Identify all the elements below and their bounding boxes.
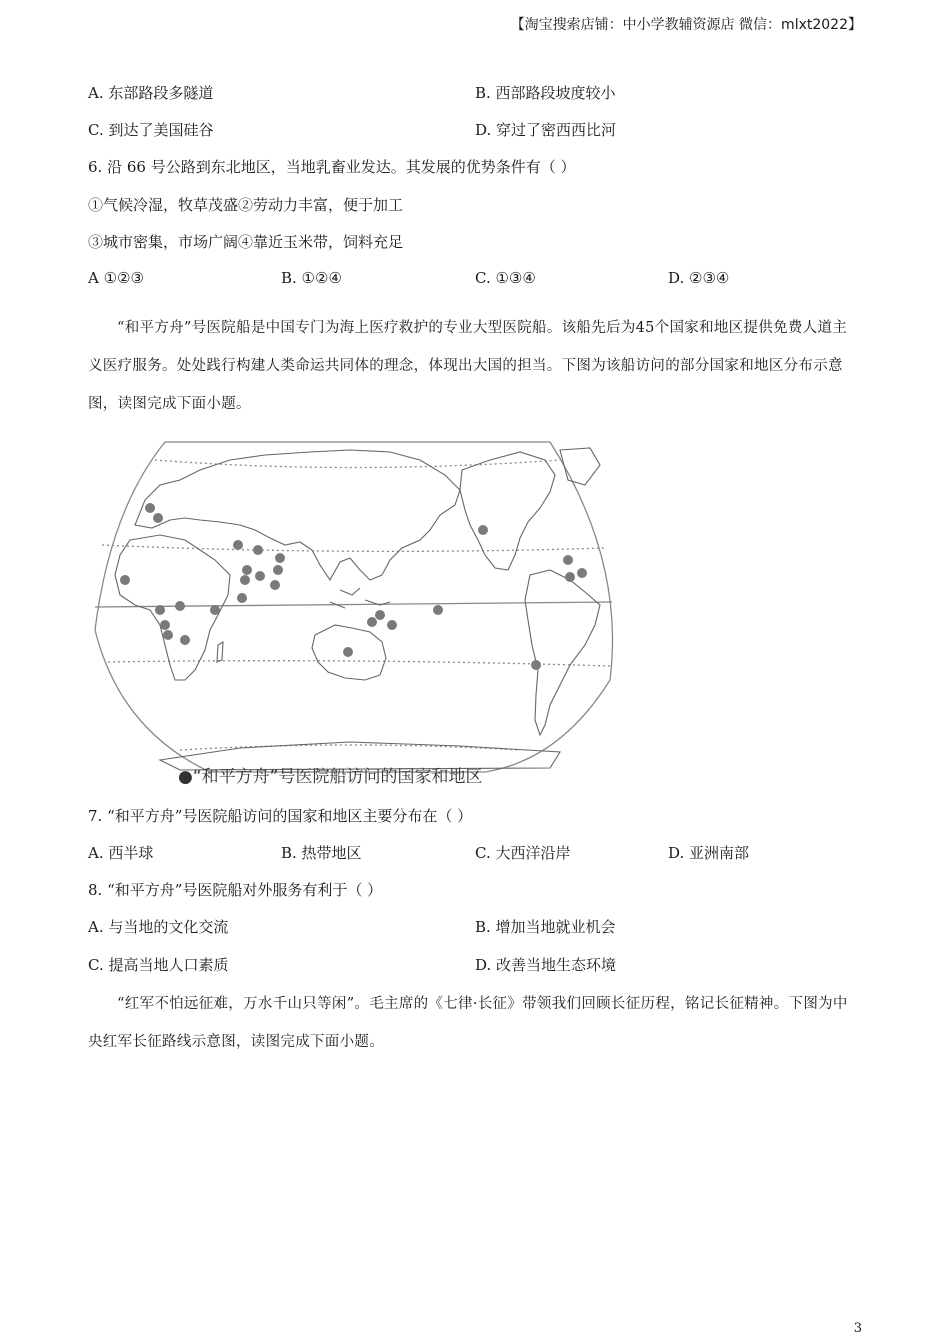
q7-option-d: D. 亚洲南部 xyxy=(668,844,750,862)
visited-country-dot xyxy=(433,605,443,615)
visited-country-dot xyxy=(155,605,165,615)
visited-country-dot xyxy=(237,593,247,603)
visited-country-dot xyxy=(577,568,587,578)
visited-dots xyxy=(120,503,587,670)
greenland-outline xyxy=(560,448,600,485)
equator-line xyxy=(95,602,612,607)
visited-country-dot xyxy=(253,545,263,555)
visited-country-dot xyxy=(175,601,185,611)
q6-option-b: B. ①②④ xyxy=(281,269,342,287)
q6-option-c: C. ①③④ xyxy=(475,269,536,287)
q5-option-c: C. 到达了美国硅谷 xyxy=(88,121,214,139)
q7-option-a: A. 西半球 xyxy=(88,844,154,862)
visited-country-dot xyxy=(565,572,575,582)
visited-country-dot xyxy=(233,540,243,550)
q7-option-c: C. 大西洋沿岸 xyxy=(475,844,571,862)
visited-country-dot xyxy=(153,513,163,523)
q5-option-a: A. 东部路段多隧道 xyxy=(88,84,214,102)
q5-option-d: D. 穿过了密西西比河 xyxy=(475,121,617,139)
q6-statement-1: ①气候冷湿，牧草茂盛②劳动力丰富，便于加工 xyxy=(88,196,404,214)
visited-country-dot xyxy=(273,565,283,575)
q6-stem: 6. 沿 66 号公路到东北地区，当地乳畜业发达。其发展的优势条件有（ ） xyxy=(88,158,576,176)
map-frame xyxy=(95,442,613,772)
north-america-outline xyxy=(460,452,555,570)
visited-country-dot xyxy=(367,617,377,627)
visited-country-dot xyxy=(160,620,170,630)
visited-country-dot xyxy=(343,647,353,657)
visited-country-dot xyxy=(387,620,397,630)
q8-option-d: D. 改善当地生态环境 xyxy=(475,956,617,974)
passage-hospital-ship: “和平方舟”号医院船是中国专门为海上医疗救护的专业大型医院船。该船先后为45个国家和地区提供免费人道主义医疗服务。处处践行构建人类命运共同体的理念，体现出大国的担当。下图为该船访问的部分国家和地区分布示意图，读图完成下面小题。 xyxy=(88,320,848,412)
visited-country-dot xyxy=(478,525,488,535)
visited-country-dot xyxy=(210,605,220,615)
map-caption: ●“和平方舟”号医院船访问的国家和地区 xyxy=(178,767,483,787)
visited-country-dot xyxy=(375,610,385,620)
q6-option-a: A ①②③ xyxy=(88,269,144,287)
visited-country-dot xyxy=(163,630,173,640)
eurasia-outline xyxy=(135,450,460,580)
q8-stem: 8. “和平方舟”号医院船对外服务有利于（ ） xyxy=(88,881,383,899)
q7-option-b: B. 热带地区 xyxy=(281,844,362,862)
q6-statement-2: ③城市密集，市场广阔④靠近玉米带，饲料充足 xyxy=(88,233,404,251)
visited-country-dot xyxy=(563,555,573,565)
visited-country-dot xyxy=(270,580,280,590)
page-number: 3 xyxy=(853,1321,862,1336)
arctic-line xyxy=(155,460,560,468)
madagascar-outline xyxy=(217,642,223,662)
q5-option-b: B. 西部路段坡度较小 xyxy=(475,84,616,102)
q8-option-a: A. 与当地的文化交流 xyxy=(88,918,229,936)
q8-option-c: C. 提高当地人口素质 xyxy=(88,956,229,974)
tropic-of-cancer xyxy=(102,545,605,551)
visited-country-dot xyxy=(145,503,155,513)
visited-country-dot xyxy=(180,635,190,645)
world-map xyxy=(90,430,620,790)
visited-country-dot xyxy=(531,660,541,670)
q7-stem: 7. “和平方舟”号医院船访问的国家和地区主要分布在（ ） xyxy=(88,807,473,825)
visited-country-dot xyxy=(120,575,130,585)
q8-option-b: B. 增加当地就业机会 xyxy=(475,918,616,936)
q6-option-d: D. ②③④ xyxy=(668,269,730,287)
page-header: 【淘宝搜索店铺：中小学教辅资源店 微信：mlxt2022】 xyxy=(510,17,862,33)
visited-country-dot xyxy=(242,565,252,575)
passage-long-march: “红军不怕远征难，万水千山只等闲”。毛主席的《七律·长征》带领我们回顾长征历程，铭记长征精神。下图为中央红军长征路线示意图，读图完成下面小题。 xyxy=(88,996,848,1050)
visited-country-dot xyxy=(275,553,285,563)
visited-country-dot xyxy=(255,571,265,581)
visited-country-dot xyxy=(240,575,250,585)
